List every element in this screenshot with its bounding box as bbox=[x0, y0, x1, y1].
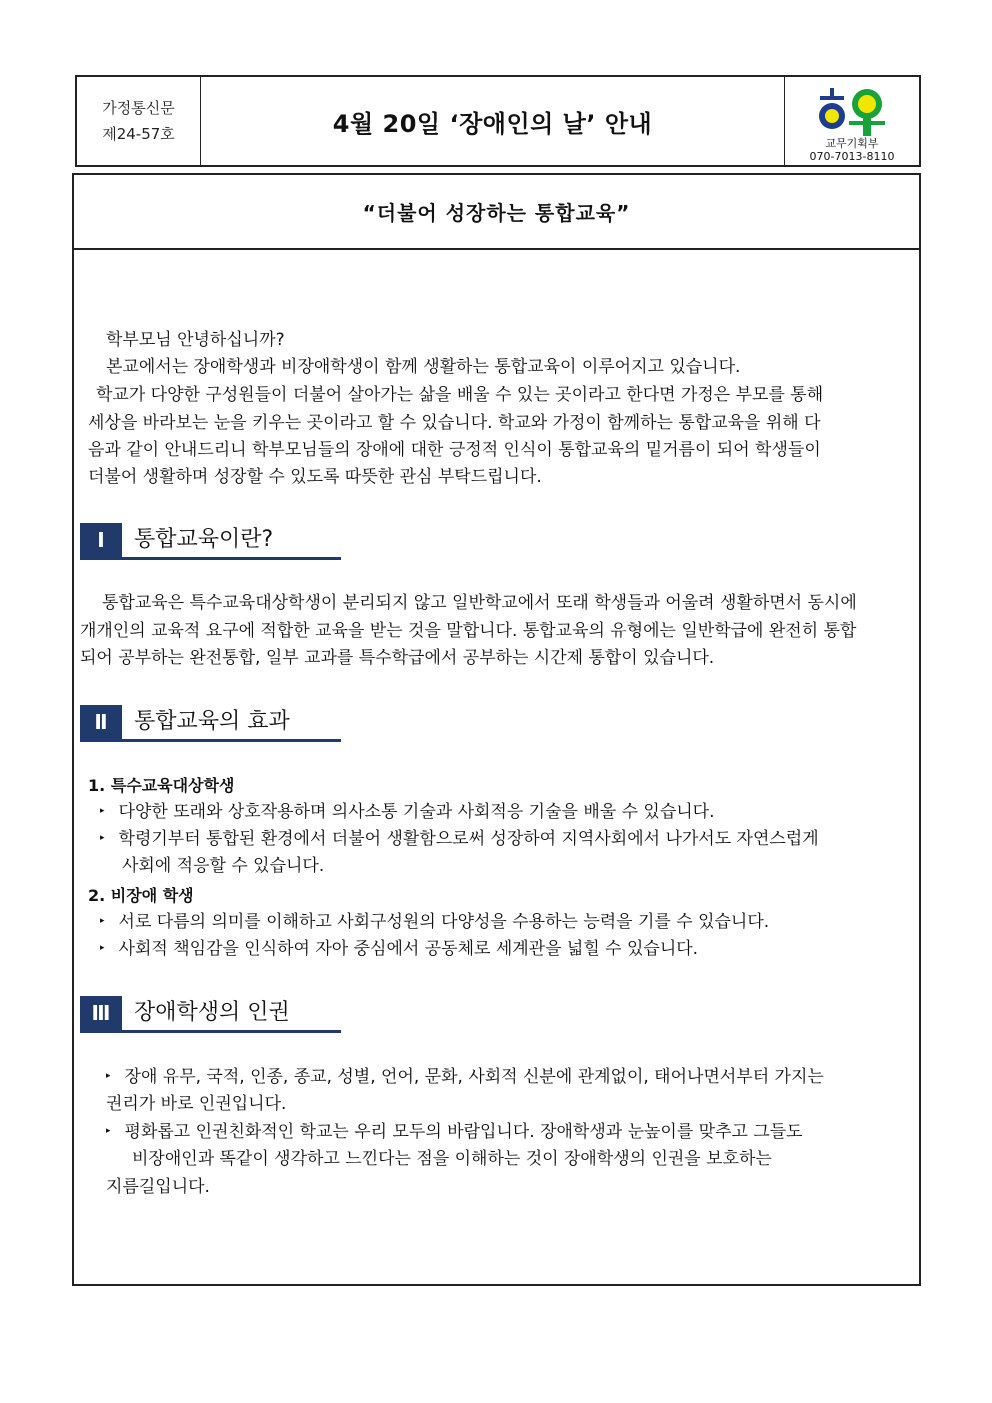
notice-type: 가정통신문 bbox=[102, 99, 175, 117]
bullet-icon: ▸ bbox=[100, 943, 105, 953]
list-item bbox=[100, 825, 819, 853]
section-3-item-2-line-2: 비장애인과 똑같이 생각하고 느낀다는 점을 이해하는 것이 장애학생의 인권을 보호하는 bbox=[132, 1149, 772, 1169]
department-phone: 070-7013-8110 bbox=[809, 150, 895, 163]
intro-line-5: 더불어 생활하며 성장할 수 있도록 따뜻한 관심 부탁드립니다. bbox=[88, 467, 542, 487]
list-item bbox=[106, 1118, 803, 1146]
section-3-title: 장애학생의 인권 bbox=[134, 1000, 290, 1025]
intro-line-3: 세상을 바라보는 눈을 키우는 곳이라고 할 수 있습니다. 학교와 가정이 함께하는 통합교육을 위해 다 bbox=[88, 413, 821, 433]
school-logo-block bbox=[784, 77, 919, 165]
intro-line-4: 음과 같이 안내드리니 학부모님들의 장애에 대한 긍정적 인식이 통합교육의 밑거름이 되어 학생들이 bbox=[88, 440, 821, 460]
list-item bbox=[106, 1063, 824, 1091]
bullet-icon: ▸ bbox=[100, 833, 105, 843]
section-2-group-1-title: 1. 특수교육대상학생 bbox=[88, 776, 235, 795]
notice-info bbox=[77, 77, 201, 165]
section-1-line-1: 통합교육은 특수교육대상학생이 분리되지 않고 일반학교에서 또래 학생들과 어울려 생활하면서 동시에 bbox=[102, 593, 857, 613]
school-logo-icon bbox=[817, 84, 887, 138]
intro-line-2: 학교가 다양한 구성원들이 더불어 살아가는 삶을 배울 수 있는 곳이라고 한다면 가정은 부모를 통해 bbox=[96, 385, 824, 405]
section-2-group-2-title: 2. 비장애 학생 bbox=[88, 886, 194, 905]
section-2-group-2-item-1: 서로 다름의 의미를 이해하고 사회구성원의 다양성을 수용하는 능력을 기를 수 있습니다. bbox=[118, 912, 770, 932]
section-1-heading bbox=[80, 523, 341, 560]
bullet-icon: ▸ bbox=[100, 916, 105, 926]
section-1-title: 통합교육이란? bbox=[134, 527, 274, 552]
section-2-title: 통합교육의 효과 bbox=[134, 709, 290, 734]
intro-greeting: 학부모님 안녕하십니까? bbox=[106, 330, 285, 350]
department-name: 교무기획부 bbox=[825, 137, 879, 150]
section-2-group-2-item-2: 사회적 책임감을 인식하여 자아 중심에서 공동체로 세계관을 넓힐 수 있습니다. bbox=[118, 939, 699, 959]
bullet-icon: ▸ bbox=[106, 1126, 111, 1136]
bullet-icon: ▸ bbox=[106, 1071, 111, 1081]
list-item bbox=[100, 935, 698, 963]
section-3-item-1-line-1: 장애 유무, 국적, 인종, 종교, 성별, 언어, 문화, 사회적 신분에 관계없이, 태어나면서부터 가지는 bbox=[124, 1067, 824, 1087]
list-item bbox=[100, 798, 715, 826]
list-item bbox=[100, 908, 769, 936]
intro-line-1: 본교에서는 장애학생과 비장애학생이 함께 생활하는 통합교육이 이루어지고 있습니다. bbox=[106, 357, 741, 377]
page-title: 4월 20일 ‘장애인의 날’ 안내 bbox=[332, 109, 653, 138]
notice-number: 제24-57호 bbox=[102, 125, 175, 143]
bullet-icon: ▸ bbox=[100, 806, 105, 816]
section-3-heading bbox=[80, 996, 341, 1033]
section-2-group-1-item-2-line-1: 학령기부터 통합된 환경에서 더불어 생활함으로써 성장하여 지역사회에서 나가서도 자연스럽게 bbox=[118, 829, 819, 849]
section-2-number: Ⅱ bbox=[80, 705, 122, 739]
section-3-number: Ⅲ bbox=[80, 996, 122, 1030]
section-2-heading bbox=[80, 705, 341, 742]
section-3-item-2-line-3: 지름길입니다. bbox=[106, 1177, 210, 1197]
header-table bbox=[75, 75, 921, 167]
section-1-line-3: 되어 공부하는 완전통합, 일부 교과를 특수학급에서 공부하는 시간제 통합이 있습니다. bbox=[80, 648, 715, 668]
section-2-group-1-item-1: 다양한 또래와 상호작용하며 의사소통 기술과 사회적응 기술을 배울 수 있습니다. bbox=[118, 802, 715, 822]
section-3-item-1-line-2: 권리가 바로 인권입니다. bbox=[106, 1094, 287, 1114]
slogan: “더불어 성장하는 통합교육” bbox=[74, 175, 919, 250]
section-1-line-2: 개개인의 교육적 요구에 적합한 교육을 받는 것을 말합니다. 통합교육의 유형에는 일반학급에 완전히 통합 bbox=[80, 621, 857, 641]
section-3-item-2-line-1: 평화롭고 인권친화적인 학교는 우리 모두의 바람입니다. 장애학생과 눈높이를 맞추고 그들도 bbox=[124, 1122, 803, 1142]
section-2-group-1-item-2-line-2: 사회에 적응할 수 있습니다. bbox=[122, 856, 325, 876]
section-1-number: Ⅰ bbox=[80, 523, 122, 557]
